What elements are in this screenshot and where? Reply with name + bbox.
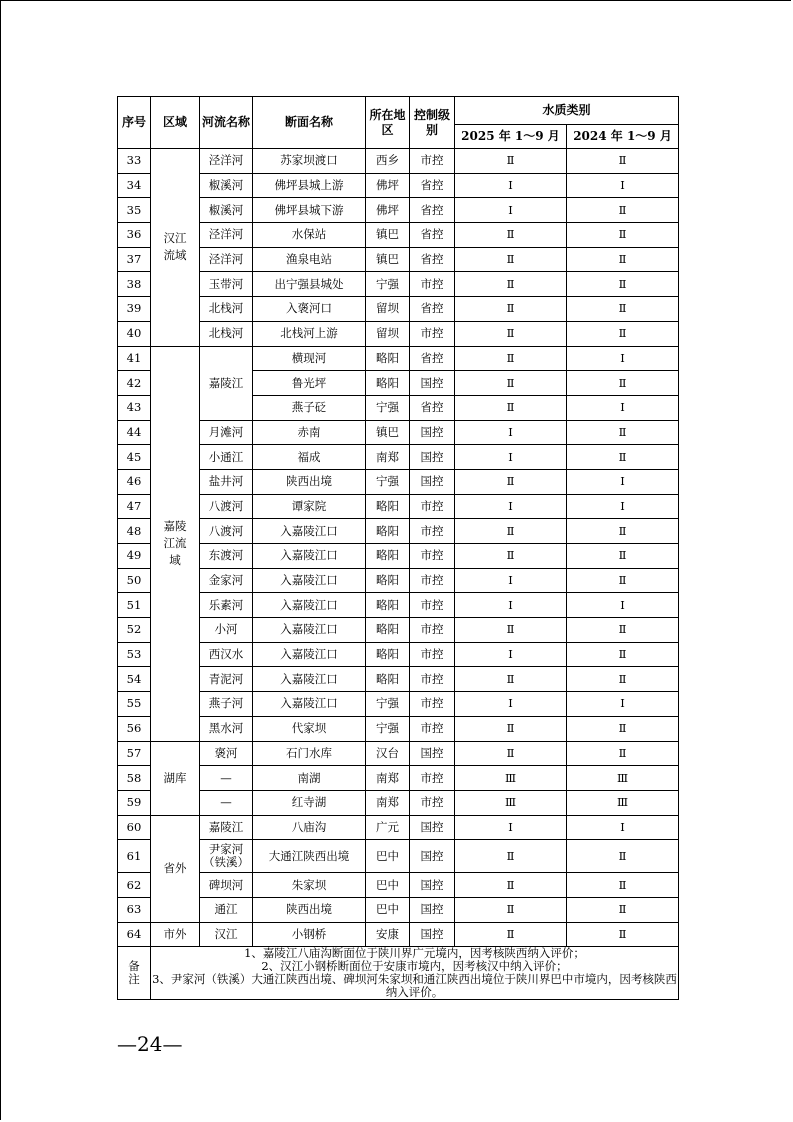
table-row: [118, 716, 679, 741]
quality-2025: Ⅲ: [455, 790, 567, 815]
row-number: 46: [118, 469, 151, 494]
quality-2024: Ⅱ: [567, 297, 679, 322]
quality-2024: Ⅰ: [567, 173, 679, 198]
row-number: 38: [118, 272, 151, 297]
table-row: [118, 544, 679, 569]
control-level: 市控: [410, 642, 455, 667]
control-level: 国控: [410, 371, 455, 396]
table-row: [118, 692, 679, 717]
quality-2025: Ⅱ: [455, 544, 567, 569]
control-level: 国控: [410, 445, 455, 470]
row-number: 57: [118, 741, 151, 766]
table-row: [118, 519, 679, 544]
control-level: 省控: [410, 198, 455, 223]
table-row: [118, 247, 679, 272]
row-number: 47: [118, 494, 151, 519]
section-name: 入褒河口: [253, 297, 366, 322]
quality-2025: Ⅱ: [455, 149, 567, 174]
river-name: 燕子河: [200, 692, 253, 717]
location: 巴中: [366, 873, 410, 898]
section-name: 朱家坝: [253, 873, 366, 898]
location: 镇巴: [366, 247, 410, 272]
location: 南郑: [366, 445, 410, 470]
table-row: [118, 198, 679, 223]
control-level: 市控: [410, 716, 455, 741]
section-name: 入嘉陵江口: [253, 618, 366, 643]
quality-2025: Ⅱ: [455, 873, 567, 898]
table-row: [118, 346, 679, 371]
row-number: 45: [118, 445, 151, 470]
header-2024: 2024 年 1～9 月: [567, 125, 679, 149]
location: 镇巴: [366, 223, 410, 248]
control-level: 市控: [410, 149, 455, 174]
table-row: [118, 297, 679, 322]
river-name: 月滩河: [200, 420, 253, 445]
quality-2025: Ⅱ: [455, 223, 567, 248]
location: 略阳: [366, 346, 410, 371]
control-level: 市控: [410, 519, 455, 544]
river-name: 乐素河: [200, 593, 253, 618]
location: 宁强: [366, 692, 410, 717]
section-name: 小钢桥: [253, 922, 366, 947]
river-name: —: [200, 790, 253, 815]
quality-2024: Ⅱ: [567, 667, 679, 692]
quality-2025: Ⅱ: [455, 346, 567, 371]
quality-2025: Ⅰ: [455, 445, 567, 470]
section-name: 陕西出境: [253, 897, 366, 922]
water-quality-table: [117, 96, 679, 1000]
table-row: [118, 897, 679, 922]
control-level: 国控: [410, 469, 455, 494]
control-level: 国控: [410, 897, 455, 922]
river-name: 通江: [200, 897, 253, 922]
header-seq: 序号: [118, 97, 151, 149]
table-row: [118, 667, 679, 692]
table-row: [118, 568, 679, 593]
quality-2024: Ⅱ: [567, 716, 679, 741]
quality-2025: Ⅱ: [455, 897, 567, 922]
quality-2024: Ⅱ: [567, 223, 679, 248]
quality-2025: Ⅰ: [455, 815, 567, 840]
section-name: 横现河: [253, 346, 366, 371]
river-name: 盐井河: [200, 469, 253, 494]
location: 宁强: [366, 272, 410, 297]
quality-2025: Ⅰ: [455, 420, 567, 445]
row-number: 36: [118, 223, 151, 248]
location: 西乡: [366, 149, 410, 174]
quality-2025: Ⅱ: [455, 922, 567, 947]
row-number: 42: [118, 371, 151, 396]
row-number: 56: [118, 716, 151, 741]
row-number: 62: [118, 873, 151, 898]
table-row: [118, 494, 679, 519]
quality-2024: Ⅱ: [567, 544, 679, 569]
location: 巴中: [366, 840, 410, 873]
section-name: 八庙沟: [253, 815, 366, 840]
quality-2024: Ⅱ: [567, 247, 679, 272]
quality-2025: Ⅱ: [455, 469, 567, 494]
quality-2025: Ⅱ: [455, 247, 567, 272]
section-name: 红寺湖: [253, 790, 366, 815]
quality-2025: Ⅱ: [455, 272, 567, 297]
region-outcity: 市外: [151, 922, 200, 947]
table-row: [118, 173, 679, 198]
section-name: 北栈河上游: [253, 321, 366, 346]
row-number: 59: [118, 790, 151, 815]
table-row: [118, 321, 679, 346]
table-row: [118, 873, 679, 898]
table-row: [118, 790, 679, 815]
header-2025: 2025 年 1～9 月: [455, 125, 567, 149]
header-control: 控制级别: [410, 97, 455, 149]
control-level: 市控: [410, 618, 455, 643]
header-section: 断面名称: [253, 97, 366, 149]
river-name: 嘉陵江: [200, 346, 253, 420]
quality-2024: Ⅱ: [567, 840, 679, 873]
quality-2025: Ⅱ: [455, 371, 567, 396]
note-item: 3、尹家河（铁溪）大通江陕西出境、碑坝河朱家坝和通江陕西出境位于陕川界巴中市境内，因考核陕西纳入评价。: [152, 972, 677, 1000]
row-number: 51: [118, 593, 151, 618]
location: 略阳: [366, 593, 410, 618]
header-quality: 水质类别: [455, 97, 679, 125]
river-name: 泾洋河: [200, 223, 253, 248]
section-name: 福成: [253, 445, 366, 470]
location: 宁强: [366, 469, 410, 494]
river-name: 褒河: [200, 741, 253, 766]
row-number: 41: [118, 346, 151, 371]
quality-2025: Ⅰ: [455, 198, 567, 223]
quality-2024: Ⅰ: [567, 815, 679, 840]
row-number: 61: [118, 840, 151, 873]
location: 佛坪: [366, 173, 410, 198]
quality-2024: Ⅲ: [567, 766, 679, 791]
quality-2024: Ⅰ: [567, 593, 679, 618]
quality-2024: Ⅱ: [567, 897, 679, 922]
row-number: 60: [118, 815, 151, 840]
row-number: 53: [118, 642, 151, 667]
notes-content: [151, 947, 679, 1000]
river-name: 玉带河: [200, 272, 253, 297]
location: 略阳: [366, 371, 410, 396]
control-level: 国控: [410, 420, 455, 445]
row-number: 44: [118, 420, 151, 445]
header-row: [118, 97, 679, 125]
control-level: 市控: [410, 593, 455, 618]
river-name: 小河: [200, 618, 253, 643]
row-number: 55: [118, 692, 151, 717]
quality-2024: Ⅱ: [567, 568, 679, 593]
quality-2025: Ⅰ: [455, 692, 567, 717]
row-number: 52: [118, 618, 151, 643]
control-level: 省控: [410, 223, 455, 248]
control-level: 市控: [410, 494, 455, 519]
quality-2024: Ⅱ: [567, 741, 679, 766]
region-cell: [151, 346, 200, 741]
river-name: 金家河: [200, 568, 253, 593]
row-number: 63: [118, 897, 151, 922]
table-row: [118, 593, 679, 618]
quality-2025: Ⅱ: [455, 618, 567, 643]
table-row: [118, 741, 679, 766]
quality-2024: Ⅰ: [567, 346, 679, 371]
region-outprov: 省外: [151, 815, 200, 922]
quality-2024: Ⅱ: [567, 371, 679, 396]
control-level: 市控: [410, 790, 455, 815]
table-row: [118, 840, 679, 873]
section-name: 佛坪县城下游: [253, 198, 366, 223]
section-name: 出宁强县城处: [253, 272, 366, 297]
location: 安康: [366, 922, 410, 947]
river-name: 椒溪河: [200, 173, 253, 198]
river-name: 小通江: [200, 445, 253, 470]
quality-2024: Ⅲ: [567, 790, 679, 815]
control-level: 市控: [410, 272, 455, 297]
quality-2024: Ⅰ: [567, 692, 679, 717]
section-name: 入嘉陵江口: [253, 692, 366, 717]
quality-2025: Ⅰ: [455, 642, 567, 667]
notes-label-text: 备注: [128, 959, 140, 987]
river-name: 碑坝河: [200, 873, 253, 898]
section-name: 大通江陕西出境: [253, 840, 366, 873]
location: 宁强: [366, 716, 410, 741]
quality-2024: Ⅱ: [567, 618, 679, 643]
river-name: 汉江: [200, 922, 253, 947]
quality-2024: Ⅱ: [567, 519, 679, 544]
row-number: 54: [118, 667, 151, 692]
control-level: 国控: [410, 741, 455, 766]
section-name: 入嘉陵江口: [253, 593, 366, 618]
row-number: 49: [118, 544, 151, 569]
table-row: [118, 618, 679, 643]
region-cell: [151, 149, 200, 347]
page-number: —24—: [117, 1032, 183, 1056]
section-name: 赤南: [253, 420, 366, 445]
quality-2024: Ⅱ: [567, 873, 679, 898]
quality-2025: Ⅱ: [455, 741, 567, 766]
section-name: 燕子砭: [253, 395, 366, 420]
notes-row: [118, 947, 679, 1000]
section-name: 苏家坝渡口: [253, 149, 366, 174]
control-level: 省控: [410, 346, 455, 371]
section-name: 鲁光坪: [253, 371, 366, 396]
quality-2025: Ⅱ: [455, 395, 567, 420]
section-name: 石门水库: [253, 741, 366, 766]
quality-2025: Ⅰ: [455, 173, 567, 198]
control-level: 市控: [410, 321, 455, 346]
river-name: 八渡河: [200, 519, 253, 544]
quality-2025: Ⅱ: [455, 840, 567, 873]
row-number: 48: [118, 519, 151, 544]
table-row: [118, 272, 679, 297]
quality-2024: Ⅱ: [567, 149, 679, 174]
location: 留坝: [366, 321, 410, 346]
header-location: 所在地区: [366, 97, 410, 149]
control-level: 市控: [410, 692, 455, 717]
river-name: 东渡河: [200, 544, 253, 569]
river-name: 黑水河: [200, 716, 253, 741]
row-number: 43: [118, 395, 151, 420]
section-name: 佛坪县城上游: [253, 173, 366, 198]
quality-2024: Ⅱ: [567, 642, 679, 667]
quality-2024: Ⅱ: [567, 420, 679, 445]
quality-2025: Ⅱ: [455, 519, 567, 544]
row-number: 34: [118, 173, 151, 198]
table-row: [118, 149, 679, 174]
section-name: 代家坝: [253, 716, 366, 741]
quality-2025: Ⅰ: [455, 494, 567, 519]
section-name: 入嘉陵江口: [253, 568, 366, 593]
section-name: 入嘉陵江口: [253, 519, 366, 544]
notes-label: [118, 947, 151, 1000]
river-name: 北栈河: [200, 297, 253, 322]
control-level: 省控: [410, 395, 455, 420]
location: 略阳: [366, 568, 410, 593]
header-region: 区域: [151, 97, 200, 149]
row-number: 58: [118, 766, 151, 791]
note-item: 2、汉江小钢桥断面位于安康市境内，因考核汉中纳入评价；: [261, 959, 568, 974]
control-level: 国控: [410, 922, 455, 947]
river-name: [200, 840, 253, 873]
section-name: 入嘉陵江口: [253, 544, 366, 569]
location: 略阳: [366, 642, 410, 667]
location: 略阳: [366, 519, 410, 544]
control-level: 市控: [410, 766, 455, 791]
table-row: [118, 642, 679, 667]
table-row: [118, 922, 679, 947]
region-lake: 湖库: [151, 741, 200, 815]
row-number: 33: [118, 149, 151, 174]
row-number: 50: [118, 568, 151, 593]
river-name: 椒溪河: [200, 198, 253, 223]
location: 汉台: [366, 741, 410, 766]
river-name: 青泥河: [200, 667, 253, 692]
section-name: 南湖: [253, 766, 366, 791]
header-river: 河流名称: [200, 97, 253, 149]
row-number: 39: [118, 297, 151, 322]
location: 宁强: [366, 395, 410, 420]
control-level: 市控: [410, 667, 455, 692]
quality-2025: Ⅱ: [455, 321, 567, 346]
river-name: 北栈河: [200, 321, 253, 346]
location: 佛坪: [366, 198, 410, 223]
location: 镇巴: [366, 420, 410, 445]
quality-2024: Ⅱ: [567, 922, 679, 947]
table-row: [118, 223, 679, 248]
river-name: 嘉陵江: [200, 815, 253, 840]
location: 略阳: [366, 667, 410, 692]
control-level: 省控: [410, 297, 455, 322]
quality-2024: Ⅱ: [567, 445, 679, 470]
quality-2024: Ⅱ: [567, 198, 679, 223]
location: 略阳: [366, 494, 410, 519]
quality-2025: Ⅱ: [455, 716, 567, 741]
section-name: 陕西出境: [253, 469, 366, 494]
river-name: 八渡河: [200, 494, 253, 519]
table-row: [118, 445, 679, 470]
river-name: 泾洋河: [200, 149, 253, 174]
row-number: 37: [118, 247, 151, 272]
river-name-line1: 尹家河: [208, 842, 244, 857]
river-name-line2: （铁溪）: [203, 855, 249, 870]
location: 广元: [366, 815, 410, 840]
quality-2025: Ⅱ: [455, 297, 567, 322]
table-row: [118, 815, 679, 840]
row-number: 40: [118, 321, 151, 346]
table-row: [118, 420, 679, 445]
section-name: 入嘉陵江口: [253, 667, 366, 692]
section-name: 入嘉陵江口: [253, 642, 366, 667]
control-level: 国控: [410, 840, 455, 873]
control-level: 市控: [410, 544, 455, 569]
quality-2024: Ⅰ: [567, 494, 679, 519]
quality-2025: Ⅰ: [455, 568, 567, 593]
row-number: 35: [118, 198, 151, 223]
location: 巴中: [366, 897, 410, 922]
control-level: 市控: [410, 568, 455, 593]
location: 南郑: [366, 790, 410, 815]
quality-2025: Ⅲ: [455, 766, 567, 791]
region-hanjiang: 汉江流域: [163, 231, 187, 263]
control-level: 国控: [410, 815, 455, 840]
quality-2024: Ⅱ: [567, 321, 679, 346]
quality-2024: Ⅱ: [567, 272, 679, 297]
table-row: [118, 469, 679, 494]
control-level: 省控: [410, 173, 455, 198]
table-row: [118, 766, 679, 791]
quality-2024: Ⅰ: [567, 469, 679, 494]
river-name: 泾洋河: [200, 247, 253, 272]
river-name: 西汉水: [200, 642, 253, 667]
location: 略阳: [366, 618, 410, 643]
location: 略阳: [366, 544, 410, 569]
section-name: 水保站: [253, 223, 366, 248]
region-jialing: 嘉陵江流域: [163, 519, 187, 567]
quality-2025: Ⅰ: [455, 593, 567, 618]
river-name: —: [200, 766, 253, 791]
control-level: 省控: [410, 247, 455, 272]
location: 南郑: [366, 766, 410, 791]
location: 留坝: [366, 297, 410, 322]
section-name: 谭家院: [253, 494, 366, 519]
quality-2025: Ⅱ: [455, 667, 567, 692]
note-item: 1、嘉陵江八庙沟断面位于陕川界广元境内，因考核陕西纳入评价；: [244, 946, 585, 961]
row-number: 64: [118, 922, 151, 947]
quality-2024: Ⅰ: [567, 395, 679, 420]
section-name: 渔泉电站: [253, 247, 366, 272]
control-level: 国控: [410, 873, 455, 898]
